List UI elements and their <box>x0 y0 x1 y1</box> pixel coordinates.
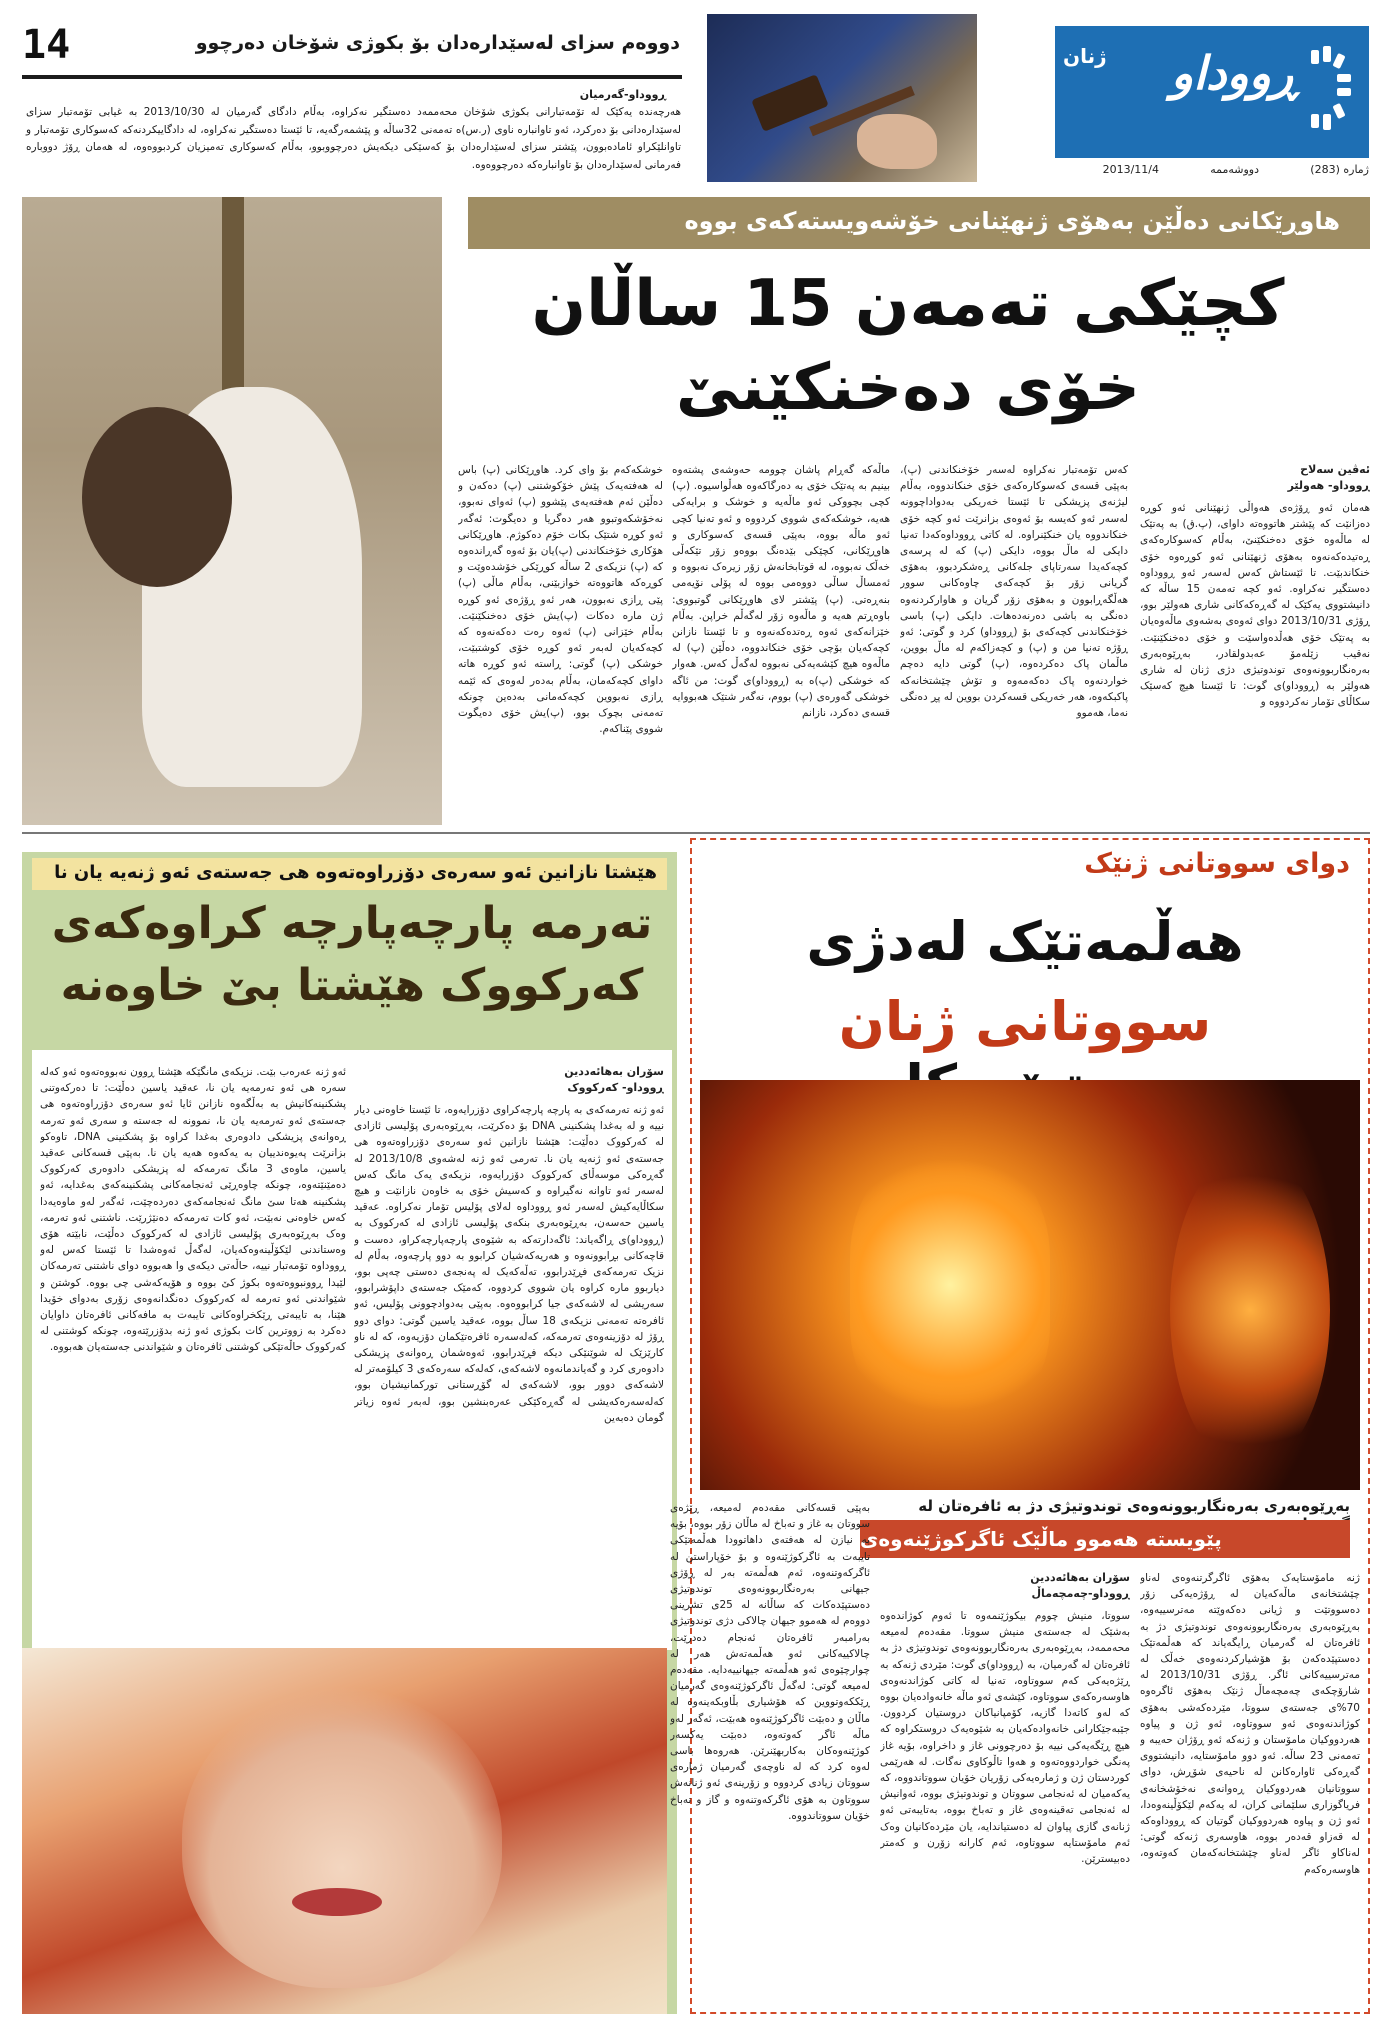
story2-paragraph: سووتا، منیش چووم بیکوژێنمەوە تا ئەوم کوژاندەوە بەشێک لە جەستەی منیش سووتا. مقەدەم لەمیعە محەممەد، بەڕێوەبەری بەرەنگاربوونەوەی توندوتیژی دژ بە ئافرەتان لە گەرمیان، بە (ڕووداو)ی گوت: مێردی ژنەکە بە ڕێژەیەکی کەم سووتاوە، تەنیا لە کاتی کوژاندنەوەی هاوسەرەکەی سووتاوە، کێشەی ئەو ماڵە خانەوادەیان بووە کە لەو کاتەدا گازیە، کۆمپانیاکان دروستیان کردوون. جێبەجێکارانی خانەوادەکەیان بە شێوەیەک دروستکراوە کە هیچ ڕێگەیەکی نییە بۆ دەرچوونی غاز و داخراوە، بۆیە غاز پەنگی خواردووەتەوە و هەوا تاڵوکاوی نەگات. لە هەرێمی کوردستان ژن و ژمارەیەکی زۆریان خۆیان سووتاندووە، کە یەکەمیان لە ئەنجامی سووتان و توندوتیژی بووە، ئەوانیش لە ئەنجامی تەقینەوەی غاز و تەباخ بووە، بەتایبەتی ئەو ژنانەی گازی پیاوان لە دەستیاندایە، یان مێردەکانیان وەک ئەم مامۆستایە سووتاوە، ئەم کارانە زۆرن و کەمتر دەبیسترێن. <box>880 1610 1130 1866</box>
face-shape <box>182 1688 502 1988</box>
story1-column-2 <box>900 462 1128 827</box>
issue-number: ژمارە (283) <box>1310 163 1369 176</box>
top-story-body: هەرچەندە یەکێک لە تۆمەتبارانی بکوژی شۆخان محەممەد دەستگیر نەکراوە، بەڵام دادگای گەرمیان لە 2013/10/30 بە غیابی تۆمەتبار سزای لەسێدارەدانی بۆ دەرکرد، ئەو تاوانبارە ناوی (ر.س)ە تەمەنی 32ساڵە و پێشمەرگەیە، تا ئێستا دەستگیر نەکراوە، لە دادگاییکردنەکە کەسوکاری تۆمەتبار و تاوانلێکراو ئامادەبوون، پێشتر سزای لەسێدارەدان بۆ کەسێکی دیکەیش دەرچووبوو، بەڵام کەسوکاری تەمیزیان کردبووەوە، لە هەمان ڕۆژ دووبارە فەرمانی لەسێدارەدان بۆ تاوانبارەکە دەرچووەوە. <box>26 106 681 171</box>
story2-author: سۆران بەهائەددین <box>1030 1571 1130 1584</box>
story2-headline-part-a: سووتانی ژنان <box>838 990 1212 1053</box>
story3-headline-line2: کەرکووک هێشتا بێ خاوەنە <box>60 960 644 1011</box>
story2-byline <box>880 1570 1130 1602</box>
gavel-photo <box>707 14 977 182</box>
story2-subhead: پێویستە هەموو ماڵێک ئاگرکوژێنەوەی هەبێت <box>860 1527 1222 1575</box>
story1-kicker: هاوڕێکانی دەڵێن بەهۆی ژنهێنانی خۆشەویستەکەی بووە <box>684 207 1340 235</box>
story2-kicker: دوای سووتانی ژنێک <box>1084 848 1350 879</box>
top-headline: دووەم سزای لەسێدارەدان بۆ بکوژی شۆخان دەرچوو <box>195 32 680 54</box>
masthead <box>1055 26 1369 158</box>
story2-headline-line1: هەڵمەتێک لەدژی <box>806 910 1244 973</box>
story3-column-1 <box>354 1064 664 1644</box>
weekday: دووشەممە <box>1210 163 1259 176</box>
page-number: 14 <box>22 22 71 68</box>
section-divider <box>22 832 1370 834</box>
story2-paragraph: بەپێی قسەکانی مقەدەم لەمیعە، ڕێژەی سووتان بە غاز و تەباخ لە ماڵان زۆر بووە، بۆیە بە نیازن لە هەفتەی داهاتوودا هەڵمەتێکی تایبەت بە ئاگرکوژێنەوە و بۆ خۆپاراستن لە ئاگرکەوتنەوە، ئەم هەڵمەتە بەر لە ڕۆژی جیهانی بەرەنگاربوونەوەی توندوتیژی دەستپێدەکات کە ساڵانە لە 25ی تشرینی دووەم لە هەموو جیهان چالاکی دژی توندوتیژی بەرامبەر ئافرەتان ئەنجام دەدرێت، چالاکییەکانی ئەو هەڵمەتەش هەر لە چوارچێوەی ئەو هەڵمەتە جیهانییەدایە. مقەدەم لەمیعە گوتی: لەگەڵ ئاگرکوژێنەوەی گەرمیان ڕێککەوتووین کە هۆشیاری بڵاوبکەینەوە لە ماڵان و دەبێت ئاگرکوژێنەوە هەبێت، ئەگەر لەو ماڵە ئاگر کەوتەوە، دەبێت یەکسەر کوژێنەوەکان بەکاربهێنرێن. هەروەها باسی لەوە کرد کە لە ناوچەی گەرمیان ژمارەی سووتان زیادی کردووە و زۆرینەی ئەو ژنانەش سووتاون بە هۆی ئاگرکەوتنەوە و گاز و تەباخ خۆیان سووتاندووە. <box>670 1502 870 1822</box>
story2-subhead-bar <box>860 1520 1350 1575</box>
story2-paragraph: ژنە مامۆستایەک بەهۆی ئاگرگرتنەوەی لەناو چێشتخانەی ماڵەکەیان لە ڕۆژەیەکی زۆر دەسووتێت و ژیانی دەکەوێتە مەترسییەوە، بەڕێوەبەری بەرەنگاربوونەوەی توندوتیژی دژ بە ئافرەتان لە گەرمیان ڕایگەیاند کە هەڵمەتێک دەستپێدەکەن بۆ هۆشیارکردنەوەی خەڵک لە مەترسییەکانی ئاگر. ڕۆژی 2013/10/31 لە شارۆچکەی چەمچەماڵ ژنێک بەهۆی ئاگرەوە 70%ی جەستەی سووتا، مێردەکەشی بەهۆی کوژاندنەوەی ئەو سووتاوە، ئەو ژن و پیاوە هەردووکیان مامۆستان و ژنەکە ئەو ڕۆژان حەیبە و تەمەنی 23 ساڵە. ئەو دوو مامۆستایە، دانیشتووی گەڕەکی ئاوارەکانن لە ناحیەی شۆڕش، دوای سووتانیان هەردووکیان ڕەوانەی نەخۆشخانەی فریاگوزاری سلێمانی کران، لە یەکەم لێکۆڵینەوەدا، ئەو ژن و پیاوە هەردووکیان گوتیان کە ڕووداوەکە لە قەزاو قەدەر بووە، هاوسەری ژنەکە گوتی: لەناکاو ئاگر لەناو چێشتخانەکەمان کەوتەوە، هاوسەرەکەم <box>1140 1572 1360 1876</box>
burning-hand-shape <box>850 1150 1050 1420</box>
story3-quote: هێشتا نازانین ئەو سەرەی دۆزراوەتەوە هی جەستەی ئەو ژنەیە یان نا <box>54 862 657 883</box>
story1-headline-line1: کچێکی تەمەن 15 ساڵان <box>531 267 1285 341</box>
fire-hand-photo <box>700 1080 1360 1490</box>
brand-logo-text: ڕووداو <box>1171 46 1299 100</box>
hanging-girl-photo <box>22 197 442 825</box>
story2-column-1 <box>1140 1570 1360 2010</box>
story1-column-4 <box>458 462 663 827</box>
hand-shape <box>857 114 937 169</box>
story3-dateline: ڕووداو- کەرکووک <box>567 1081 664 1094</box>
story3-headline-line1: تەرمە پارچەپارچە کراوەکەی <box>51 898 653 949</box>
story1-dateline: ڕووداو- هەولێر <box>1287 479 1370 492</box>
story3-paragraph: ئەو ژنە عەرەب بێت. نزیکەی مانگێکە هێشتا ڕوون نەبووەتەوە ئەو کەلە سەرە هی ئەو تەرمەیە یان نا، عەقید یاسین دەڵێت: تا دەرکەوتنی پشکنینەکانیش بە بەڵگەوە نازانن ئایا ئەو سەرەی دۆزراوەتەوە هی جەستەی ئەو تەرمەیە یان نا، نموونە لە جەستە و سەری ئەو تەرمە ڕەوانەی پزیشکی دادوەری بەغدا کراوە بۆ پشکنینی DNA، تاوەکو بزانرێت پەیوەندییان بە یەکەوە هەیە یان نا. بەپێی قسەکانی عەقید یاسین، ماوەی 3 مانگ تەرمەکە لە پزیشکی دادوەری کەرکووک دەمێنێتەوە، چونکە چاوەڕێی ئەنجامەکانی پشکنینەکەی بەغدایە، ئەو پشکنینە هەتا سێ مانگ ئەنجامەکەی دەردەچێت، ئەگەر لەو ماوەیەدا کەس خاوەنی نەبێت، ئەو کات تەرمەکە دەنێژرێت. ناشتنی ئەو تەرمە، وەک بەڕێوەبەری پۆلیسی ئازادی لە کەرکووک دەڵێت، نابێتە هۆی وەستاندنی لێکۆڵینەوەکەیان، لەگەڵ ئەوەشدا تا ئێستا کەس لەو ڕووداوە تۆمەتبار نییە، حاڵەتی دیکەی وا هەبووە دوای ناشتنی تەرمەکان لێیدا ڕوونبووەتەوە بکوژ کێ بووە و هۆیەکەشی چی بووە. کوشتن و شێواندنی ئەو تەرمە لە کەرکووک دەنگدانەوەی زۆری بەدوای خۆیدا هێنا، بە تایبەتی ڕێکخراوەکانی تایبەت بە مافەکانی ئافرەتان داوایان دەکرد بە زووترین کات بکوژی ئەو ژنە بدۆزرێتەوە، چونکە کوشتنی لە کەرکووک حاڵەتێکی کوشتنی ئافرەتان و شێواندنی جەستەیان هەبووە. <box>40 1066 346 1354</box>
story1-column-1 <box>1140 462 1370 827</box>
story3-author: سۆران بەهائەددین <box>564 1065 664 1078</box>
story1-author: ئەڤین سەلاح <box>1300 463 1370 476</box>
story3-paragraph: ئەو ژنە تەرمەکەی بە پارچە پارچەکراوی دۆزرایەوە، تا ئێستا خاوەنی دیار نییە و لە بەغدا پشکنینی DNA بۆ دەکرێت، بەڕێوەبەری پۆلیسی ئازادی لە کەرکووک دەڵێت: هێشتا نازانین ئەو سەرەی دۆزراوەتەوە هی جەستەی ئەو ژنەیە یان نا. تەرمی ئەو ژنە لەشەوی 2013/10/8 لە گەڕەکی موسەڵای کەرکووک دۆزرایەوە، نزیکەی یەک مانگ کەس لەسەر ئەو تاوانە نەگیراوە و کەسیش خۆی بە خاوەن نازانێت و هیچ سکاڵایەکیش لەسەر ئەو ڕووداوە لەلای پۆلیس تۆمار نەکراوە. عەقید یاسین حەسەن، بەڕێوەبەری بنکەی پۆلیسی ئازادی لە کەرکووک بە (ڕووداو)ی ڕاگەیاند: ئاگەدارتەکە بە شێوەی پارچەپارچەکراو، دەست و قاچەکانی بڕابوونەوە و هەریەکەشیان کرابوو بە دوو پارچەوە، بەڵام لە نزیک تەرمەکەی فڕێدرابوو، تەڵەکەیک لە پەنجەی دەستی چەپی بوو، دیاربوو مارە کراوە یان شووی کردووە، کەمێک جەستەی داپۆشرابوو، سەریشی لە لاشەکەی جیا کرابووەوە. بەپێی بەدوادچوونی پۆلیس، ئەو ئافرەتە تەمەنی نزیکەی 18 ساڵ بووە، عەقید یاسین گوتی: دوای دوو ڕۆژ لە دۆزینەوەی تەرمەکە، کەلەسەرە ئافرەتێکمان دۆزیەوە، کە لە ناو کارێزێک لە شوێنێکی دیکە فڕێدرابوو، ئەوەشمان ڕەوانەی پزیشکی دادوەری کرد و گەیاندمانەوە لاشەکەی، کەلەکە سەرەکەی 3 کیلۆمەتر لە لاشەکەی دوور بوو، لاشەکەی لە گۆڕستانی تورکمانیشیان بوو، کەلەسەرەکەیشی لە گەڕەکێکی عەرەبنشین بوو، لەبەر ئەوە زیاتر گومان دەبەین <box>354 1104 664 1424</box>
story2-column-3 <box>670 1500 870 2010</box>
story2-subkicker: بەڕێوەبەری بەرەنگاربوونەوەی توندوتیژی دژ بە ئافرەتان لە <box>918 1497 1350 1515</box>
story2-dateline: ڕووداو-چەمچەماڵ <box>1031 1587 1130 1600</box>
story1-headline <box>468 262 1348 430</box>
woman-painting <box>22 1648 667 2014</box>
story3-byline <box>354 1064 664 1096</box>
story1-banner <box>468 197 1370 249</box>
issue-date: 2013/11/4 <box>1102 163 1159 176</box>
lips-shape <box>292 1888 382 1916</box>
story3-column-2 <box>40 1064 346 1644</box>
story1-paragraph: هەمان ئەو ڕۆژەی هەواڵی ژنهێنانی ئەو کوڕە دەزانێت کە پێشتر هاتووەتە داوای، (پ.ق) بە پەتێک لە ماڵەوە خۆی دەخنکێنێ، بەڵام کەسوکارەکەی ڕەتیدەکەنەوە بەهۆی ژنهێنانی ئەو کوڕەوە خۆی خنکاندبێت. تا ئێستاش کەس لەسەر ئەو ڕووداوە دەستگیر نەکراوە. ئەو کچە تەمەن 15 ساڵە کە دانیشتووی یەکێک لە گەڕەکەکانی شاری هەولێر بوو، ڕۆژی 2013/10/31 دوای ئەوەی بەشەوی ماڵەوەیان بە پەتێک خۆی هەڵدەواسێت و خۆی دەخنکێنێت. نەقیب زێلەمۆ عەبدولقادر، بەڕێوەبەری بەرەنگاربوونەوەی توندوتیژی دژی ژنان لە شاری هەولێر بە (ڕووداو)ی گوت: تا ئێستا هیچ کەسێک سکاڵای تۆمار نەکردووە و <box>1140 502 1370 709</box>
story2-column-2 <box>880 1570 1130 2010</box>
story3-quote-bar <box>32 858 667 890</box>
flame-shape <box>1170 1150 1330 1470</box>
story1-paragraph: خوشکەکەم بۆ وای کرد. هاوڕێکانی (پ) باس لە هەفتەیەک پێش خۆکوشتنی (پ) دەکەن و دەڵێن ئەم هەفتەیەی پێشوو (پ) ئەوای نەبوو، نەخۆشکەوتبوو هەر دەگریا و دەیگوت: ئەگەر ئەو کوڕە شتێک بکات خۆم دەکوژم. هاوڕێکانی هۆکاری خۆخنکاندنی (پ)یان بۆ ئەوە گەڕاندەوە کە (پ) نزیکەی 2 ساڵە کوڕێکی خۆشدەوێت و کوڕەکە هاتووەتە خوازبێنی، بەڵام ماڵی (پ) پێی ڕازی نەبوون، هەر ئەو ڕۆژەی ئەو کوڕە ژن مارە دەکات (پ)یش خۆی دەخنکێنێت. بەڵام خێزانی (پ) ئەوە رەت دەکەنەوە کە کچەکەیان لەبەر ئەو کوڕە خۆی کوشتبێت، خوشکی (پ) گوتی: ڕاستە ئەو کوڕە هاتە داوای کچەکەمان، بەڵام بەدەر لەوەی کە ئێمە ڕازی نەبووین کچەکەمانی بەدەین چونکە تەمەنی بچوک بوو، (پ)یش خۆی دەیگوت شووی پێناکەم. <box>458 464 663 736</box>
header-rule <box>22 75 682 79</box>
top-byline: ڕووداو-گەرمیان <box>579 88 666 101</box>
story1-byline <box>1140 462 1370 494</box>
story1-paragraph: ماڵەکە گەڕام پاشان چوومە حەوشەی پشتەوە بینیم بە پەتێک خۆی بە دەرگاکەوە هەڵواسیوە. (پ) کچی بچووکی ئەو ماڵەیە و خوشک و برایەکی هەیە، خوشکەکەی شووی کردووە و ئەو تەنیا کچی ئەو ماڵە بووە، بەپێی قسەی کەسوکاری و هاوڕێکانی، کچێکی بێدەنگ بووەو زۆر تێکەڵی خەڵک نەبووە، لە قوتابخانەش زۆر زیرەک نەبووە و ئەمساڵ ساڵی دووەمی بووە لە پۆلی نۆیەمی بنەڕەتی. (پ) پێشتر لای هاوڕێکانی گوتبووی: باوەڕتم هەیە و ماڵەوە زۆر لەگەڵم خراپن. بەڵام خێزانەکەی ئەوە ڕەتدەکەنەوە و تا ئێستا نازانن کچەکەیان بۆچی خۆی خنکاندووە، دەڵێن (پ) لە ماڵەوە هیچ کێشەیەکی نەبووە لەگەڵ کەس. هەوار کە خوشکی (پ)ە بە (ڕووداو)ی گوت: من ئاگە خوشکی گەورەی (پ) بووم، نەگەر شتێک هەبووایە قسەی دەکرد، نازانم <box>672 464 890 720</box>
story1-column-3 <box>672 462 890 827</box>
hair-shape <box>82 407 232 587</box>
story1-paragraph: کەس تۆمەتبار نەکراوە لەسەر خۆخنکاندنی (پ)، بەپێی قسەی کەسوکارەکەی خۆی خنکاندووە، بەڵام لیژنەی پزیشکی تا ئێستا خەریکی بەدواداچوونە لەسەر ئەو کەیسە بۆ ئەوەی بزانرێت ئەو کچە خۆی خنکاندووە یان خنکێنراوە. لە کاتی ڕووداوەکەدا تەنیا دایکی لە ماڵ بووە، دایکی (پ) کە لە پرسەی کچەکەیدا سەرتاپای جلەکانی ڕەشکردبوو، بەهۆی گریانی زۆر بۆ کچەکەی چاوەکانی سوور هەڵگەڕابوون و بەهۆی زۆر گریان و هاوارکردنەوە دەنگی بە باشی دەرنەدەهات. دایکی (پ) باسی خۆخنکاندنی کچەکەی بۆ (ڕووداو) کرد و گوتی: ئەو ڕۆژە تەنیا من و (پ) و کچەزاکەم لە ماڵ بووین، ماڵمان پاک دەکردەوە، (پ) گوتی دایە دەچم خواردنەوە پاک دەکەمەوە و تۆش چێشتخانەکە پاکبکەوە، هەر خەریکی قسەکردن بووین لە پڕ دەنگی نەما، هەموو <box>900 464 1128 720</box>
section-name: ژنان <box>1063 44 1107 68</box>
sun-logo-icon <box>1307 44 1353 134</box>
story1-headline-line2: خۆی دەخنکێنێ <box>675 351 1141 425</box>
